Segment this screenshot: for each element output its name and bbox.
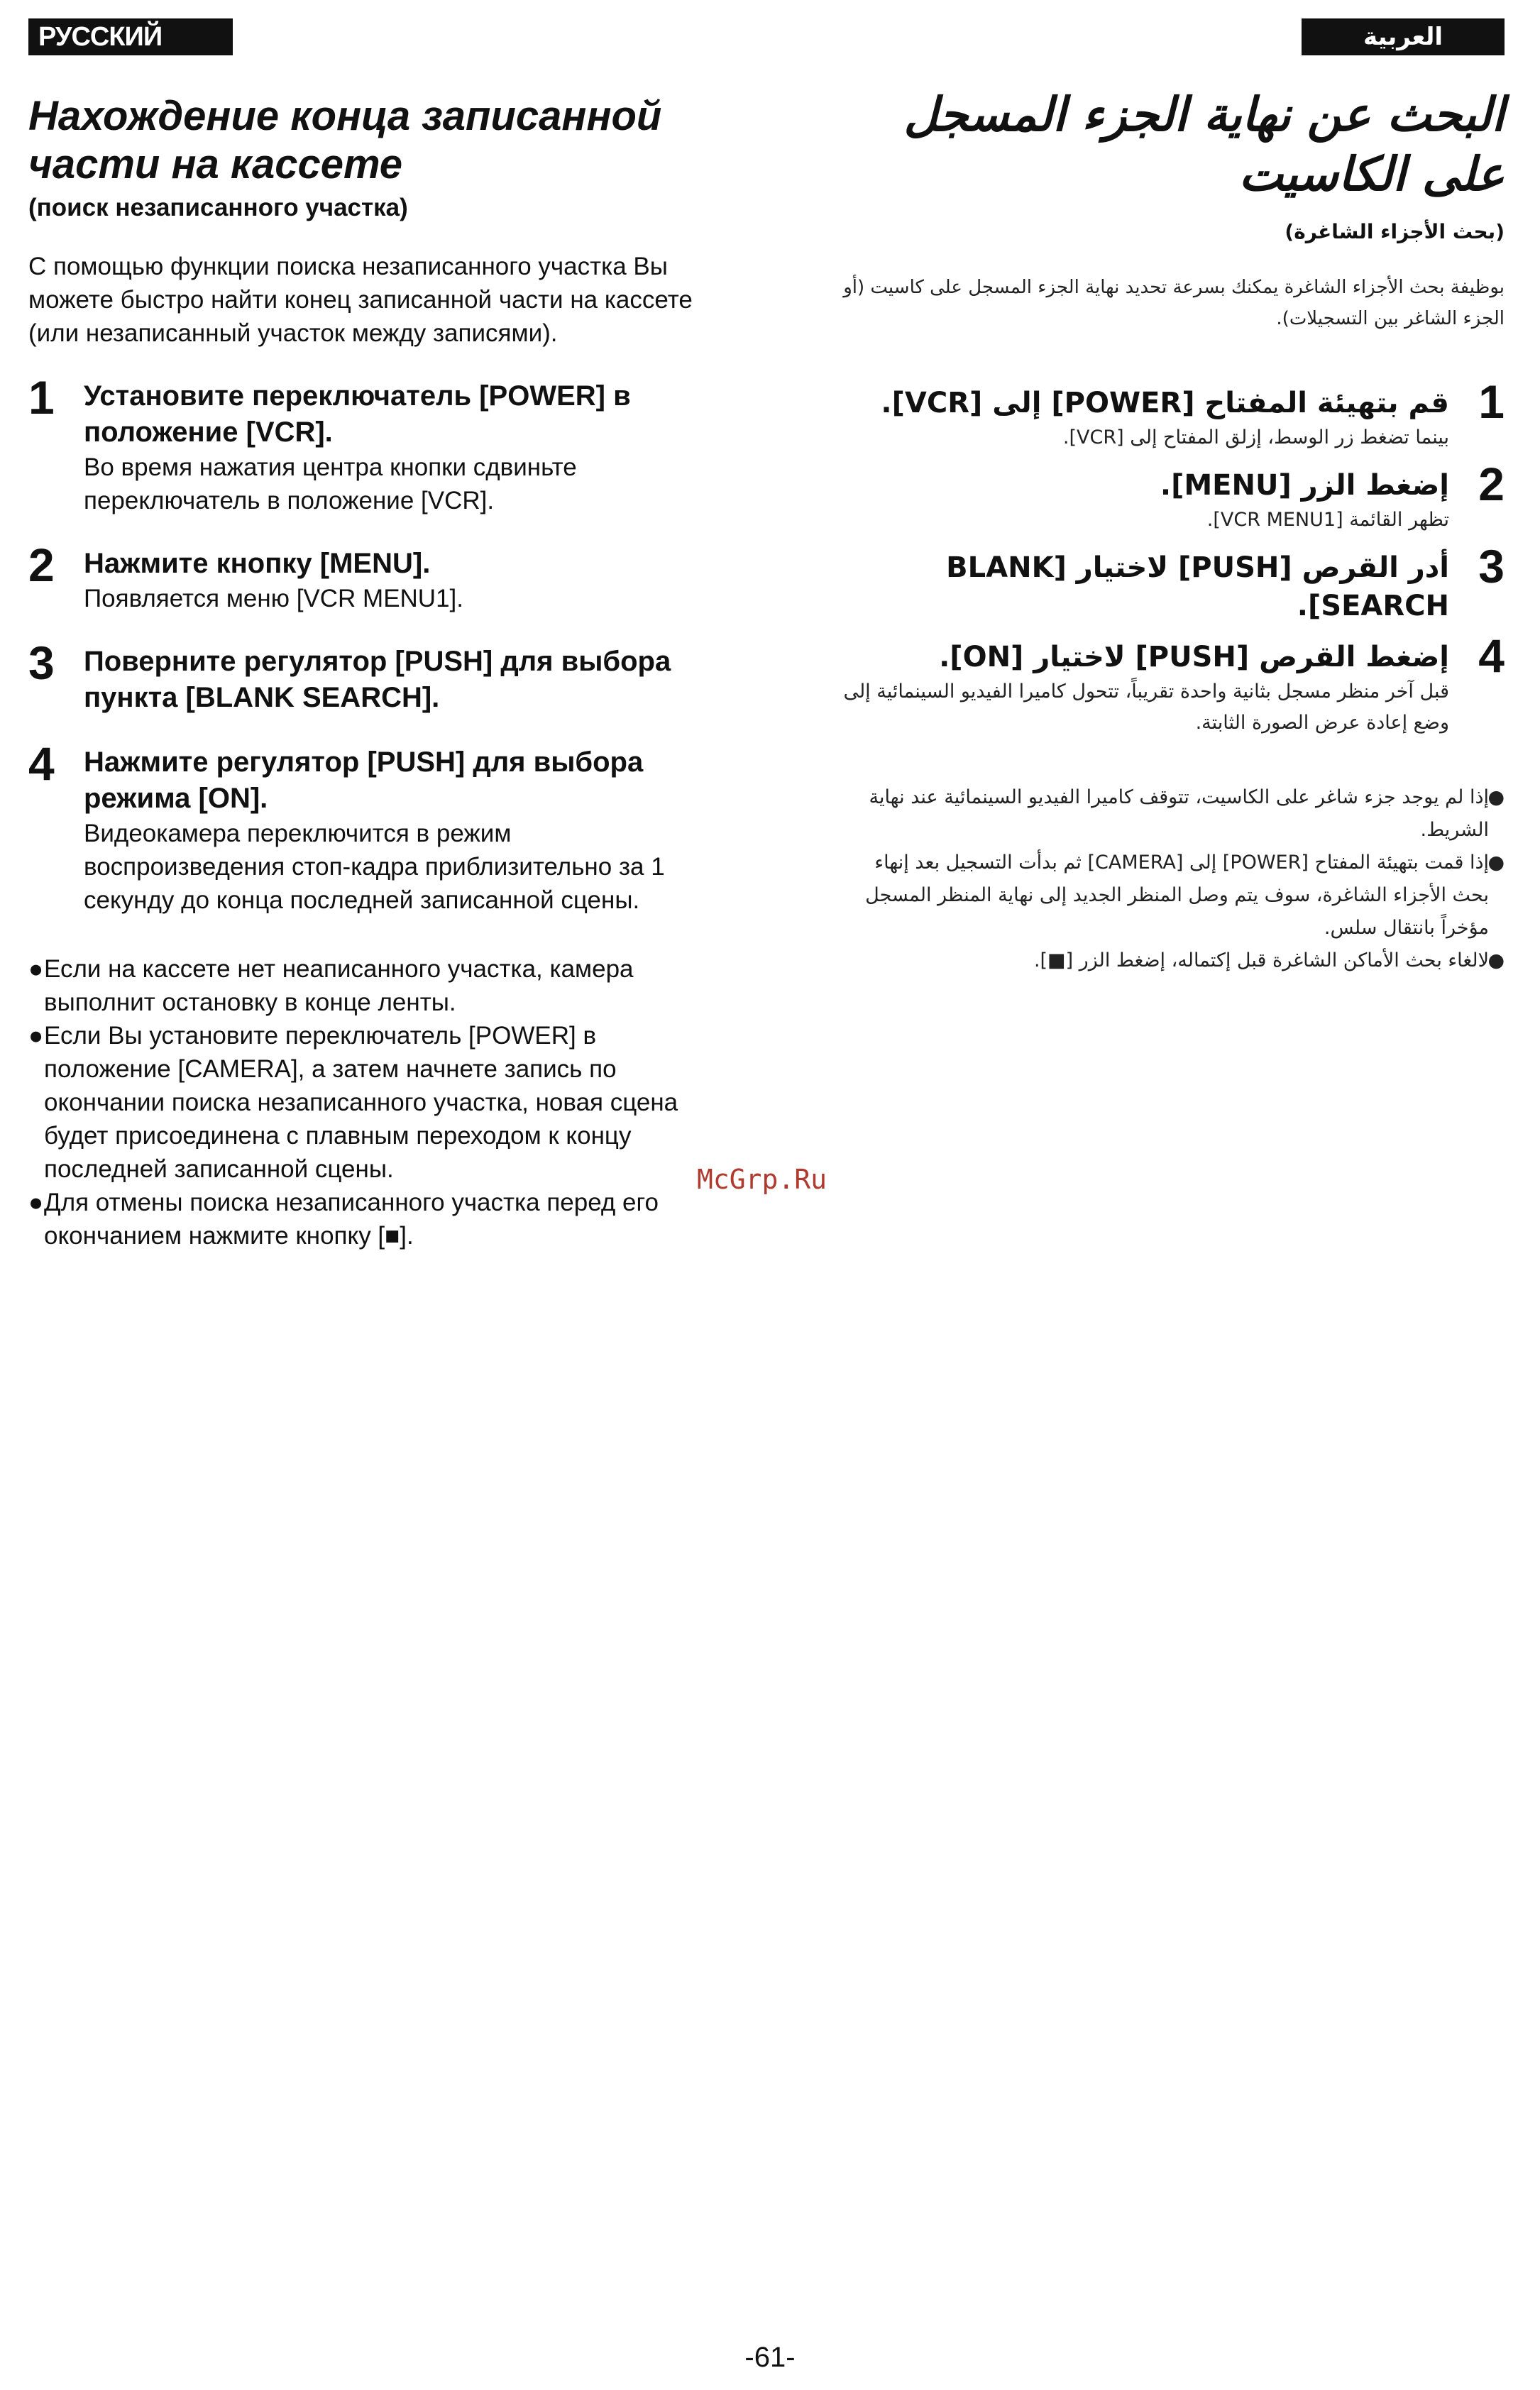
step-3-ru	[28, 637, 710, 716]
language-tab-russian: РУССКИЙ ЯЗЫК	[28, 18, 233, 55]
step-1-ru	[28, 371, 710, 517]
step-3-ar	[837, 540, 1505, 625]
intro-paragraph-ar: بوظيفة بحث الأجزاء الشاغرة يمكنك بسرعة تحديد نهاية الجزء المسجل على كاسيت (أو الجزء الشاغر بين التسجيلات).	[843, 277, 1505, 329]
language-tab-arabic: العربية	[1302, 18, 1505, 55]
note-item	[28, 1186, 710, 1252]
intro-paragraph-ru: С помощью функции поиска незаписанного участка Вы можете быстро найти конец записанной части на кассете (или незаписанный участок между записями).	[28, 253, 693, 347]
page-number: -61-	[744, 2342, 796, 2373]
step-number: 1	[1478, 375, 1505, 428]
page-title-ru: Нахождение конца записанной части на кассете	[28, 93, 662, 187]
step-heading: إضغط القرص [PUSH] لاختيار [ON].	[939, 641, 1449, 673]
step-4-ar	[837, 629, 1505, 739]
note-item	[837, 781, 1505, 847]
step-heading: Поверните регулятор [PUSH] для выбора пункта [BLANK SEARCH].	[84, 646, 671, 713]
note-text: Если Вы установите переключатель [POWER] в положение [CAMERA], а затем начнете запись по окончании поиска незаписанного участка, новая сцена будет присоединена с плавным переходом к концу последней записанной сцены.	[44, 1022, 678, 1183]
page-subtitle-ar: (بحث الأجزاء الشاغرة)	[1285, 220, 1505, 243]
step-body: تظهر القائمة [VCR MENU1].	[1206, 509, 1449, 531]
bullet-icon: ●	[28, 1022, 44, 1050]
note-item	[28, 1019, 710, 1186]
step-number: 1	[28, 371, 55, 424]
step-heading: Нажмите регулятор [PUSH] для выбора режима [ON].	[84, 747, 644, 814]
note-text: إذا قمت بتهيئة المفتاح [POWER] إلى [CAMERA] ثم بدأت التسجيل بعد إنهاء بحث الأجزاء الشاغرة، سوف يتم وصل المنظر الجديد إلى نهاية المنظر المسجل مؤخراً بانتقال سلس.	[865, 852, 1489, 939]
step-heading: إضغط الزر [MENU].	[1160, 469, 1449, 502]
step-body: Во время нажатия центра кнопки сдвиньте переключатель в положение [VCR].	[84, 453, 577, 514]
notes-list-ar	[837, 781, 1505, 977]
step-body: قبل آخر منظر مسجل بثانية واحدة تقريباً، تتحول كاميرا الفيديو السينمائية إلى وضع إعادة عرض الصورة الثابتة.	[843, 681, 1449, 734]
step-body: Появляется меню [VCR MENU1].	[84, 585, 463, 612]
bullet-icon: ●	[1487, 852, 1505, 874]
note-text: إذا لم يوجد جزء شاغر على الكاسيت، تتوقف كاميرا الفيديو السينمائية عند نهاية الشريط.	[869, 786, 1489, 841]
step-2-ar	[837, 458, 1505, 536]
bullet-icon: ●	[1487, 786, 1505, 808]
step-number: 3	[28, 637, 55, 689]
note-text: Если на кассете нет неаписанного участка, камера выполнит остановку в конце ленты.	[44, 955, 634, 1016]
bullet-icon: ●	[28, 1189, 44, 1216]
step-number: 4	[1478, 629, 1505, 682]
note-item	[28, 952, 710, 1019]
step-number: 2	[1478, 458, 1505, 510]
note-text: Для отмены поиска незаписанного участка перед его окончанием нажмите кнопку [■].	[44, 1189, 659, 1250]
steps-list-ar	[837, 375, 1505, 739]
step-heading: قم بتهيئة المفتاح [POWER] إلى [VCR].	[881, 387, 1449, 419]
bullet-icon: ●	[1487, 949, 1505, 971]
step-4-ru	[28, 737, 710, 917]
note-item	[837, 945, 1505, 977]
step-number: 3	[1478, 540, 1505, 593]
step-number: 2	[28, 539, 55, 591]
step-heading: Установите переключатель [POWER] в положение [VCR].	[84, 380, 631, 448]
bullet-icon: ●	[28, 955, 44, 983]
step-body: بينما تضغط زر الوسط، إزلق المفتاح إلى [VCR].	[1062, 426, 1449, 448]
step-body: Видеокамера переключится в режим воспроизведения стоп-кадра приблизительно за 1 секунду до конца последней записанной сцены.	[84, 820, 665, 914]
step-1-ar	[837, 375, 1505, 453]
page-subtitle-ru: (поиск незаписанного участка)	[28, 194, 408, 221]
page-title-ar: البحث عن نهاية الجزء المسجل على الكاسيت	[903, 87, 1505, 202]
step-heading: Нажмите кнопку [MENU].	[84, 548, 431, 579]
note-item	[837, 847, 1505, 945]
note-text: لالغاء بحث الأماكن الشاغرة قبل إكتماله، إضغط الزر [■].	[1033, 949, 1489, 971]
watermark-text: McGrp.Ru	[697, 1164, 827, 1195]
step-number: 4	[28, 737, 55, 790]
arabic-column	[837, 85, 1505, 977]
step-heading: أدر القرص [PUSH] لاختيار [BLANK SEARCH].	[946, 551, 1449, 622]
step-2-ru	[28, 539, 710, 615]
russian-column	[28, 92, 710, 1252]
notes-list-ru	[28, 952, 710, 1252]
